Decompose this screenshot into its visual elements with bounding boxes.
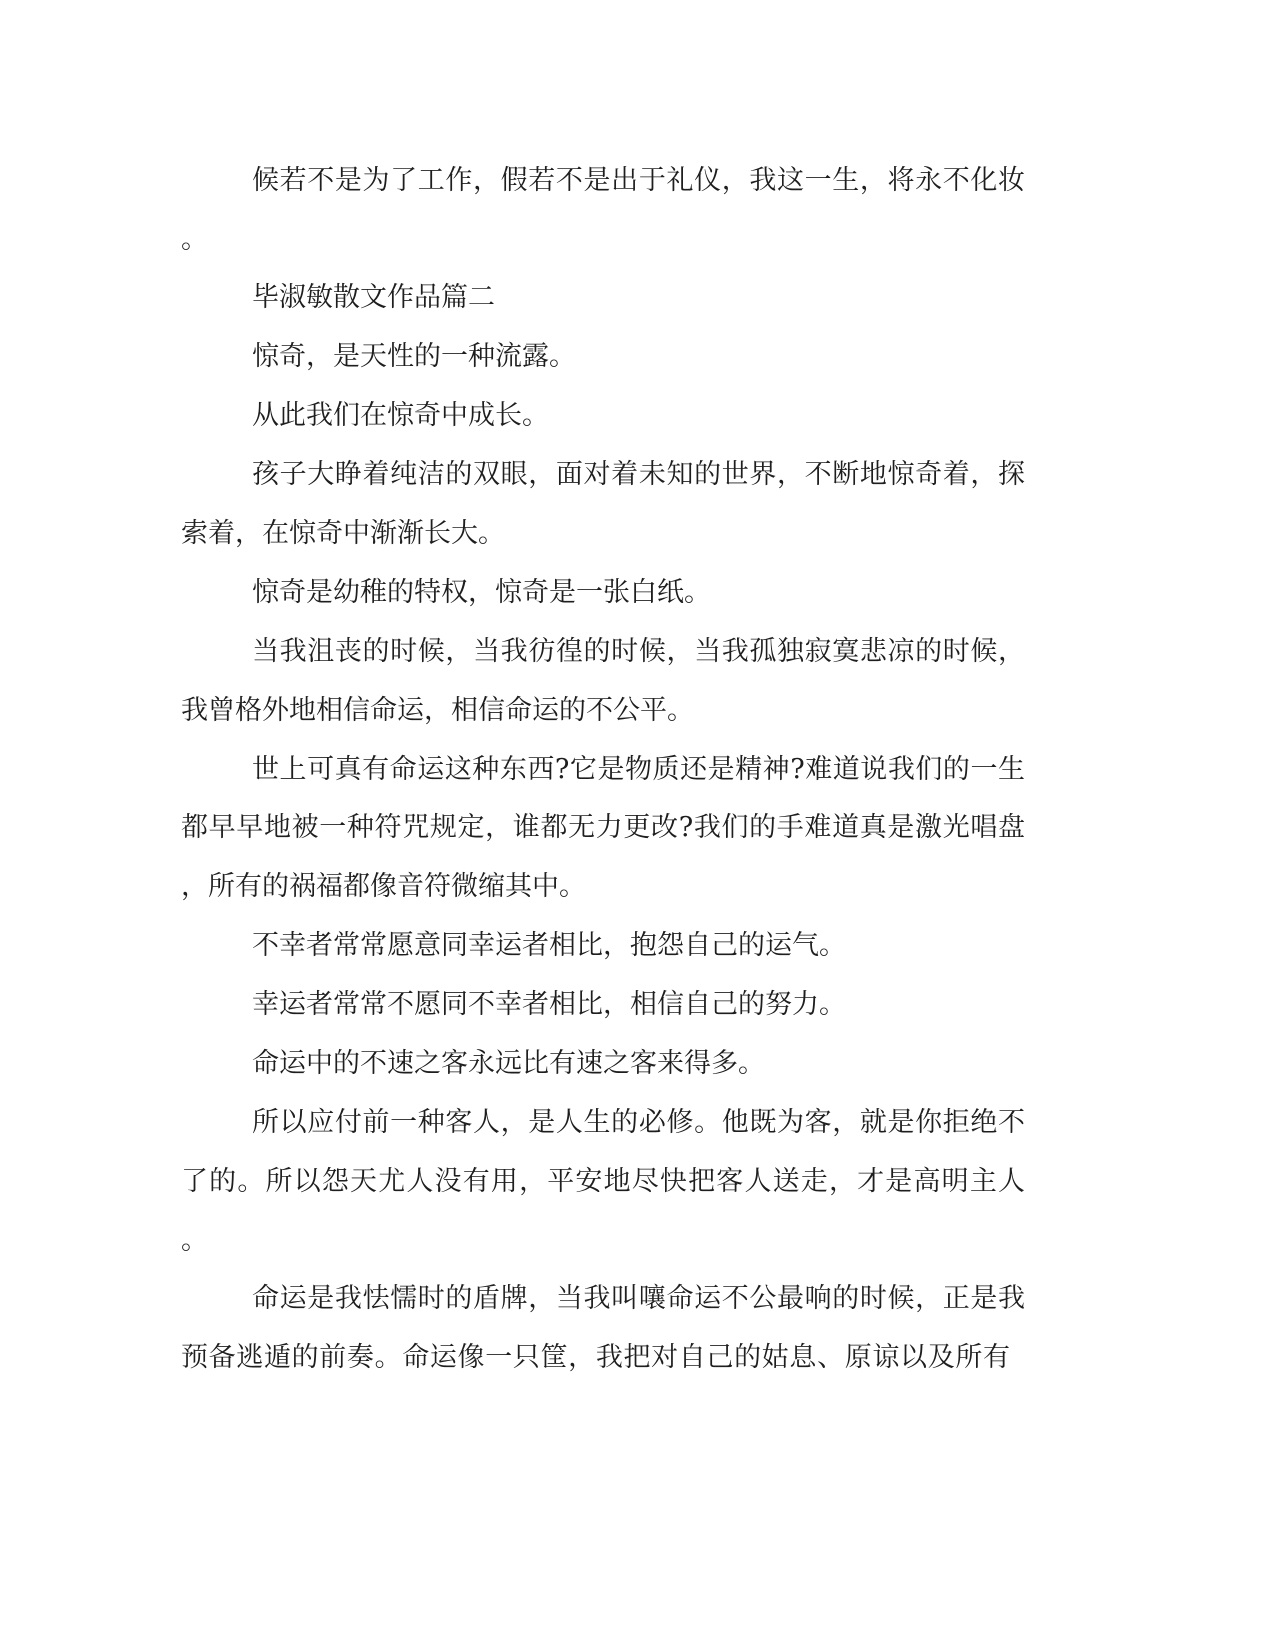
text-line: 幸运者常常不愿同不幸者相比，相信自己的努力。 bbox=[252, 989, 846, 1020]
text-line: 惊奇是幼稚的特权，惊奇是一张白纸。 bbox=[252, 577, 711, 608]
text-line: 世上可真有命运这种东西?它是物质还是精神?难道说我们的一生 bbox=[252, 754, 1025, 785]
text-line: ，所有的祸福都像音符微缩其中。 bbox=[181, 871, 586, 902]
text-line: 从此我们在惊奇中成长。 bbox=[252, 400, 549, 431]
text-line: 候若不是为了工作，假若不是出于礼仪，我这一生，将永不化妆 bbox=[252, 165, 1025, 196]
text-line: 孩子大睁着纯洁的双眼，面对着未知的世界，不断地惊奇着，探 bbox=[252, 459, 1025, 490]
text-line: 不幸者常常愿意同幸运者相比，抱怨自己的运气。 bbox=[252, 930, 846, 961]
text-line: 预备逃遁的前奏。命运像一只筐，我把对自己的姑息、原谅以及所有 bbox=[181, 1342, 1010, 1373]
text-line: 。 bbox=[181, 224, 208, 255]
text-line: 命运是我怯懦时的盾牌，当我叫嚷命运不公最响的时候，正是我 bbox=[252, 1283, 1025, 1314]
text-line: 。 bbox=[181, 1225, 208, 1256]
text-line: 命运中的不速之客永远比有速之客来得多。 bbox=[252, 1048, 765, 1079]
text-line: 都早早地被一种符咒规定，谁都无力更改?我们的手难道真是激光唱盘 bbox=[181, 812, 1025, 843]
text-line: 了的。所以怨天尤人没有用，平安地尽快把客人送走，才是高明主人 bbox=[181, 1166, 1025, 1197]
text-line: 惊奇，是天性的一种流露。 bbox=[252, 341, 576, 372]
text-line: 当我沮丧的时候，当我彷徨的时候，当我孤独寂寞悲凉的时候， bbox=[252, 636, 1025, 667]
section-heading: 毕淑敏散文作品篇二 bbox=[252, 282, 495, 313]
text-line: 所以应付前一种客人，是人生的必修。他既为客，就是你拒绝不 bbox=[252, 1107, 1025, 1138]
text-line: 我曾格外地相信命运，相信命运的不公平。 bbox=[181, 695, 694, 726]
text-line: 索着，在惊奇中渐渐长大。 bbox=[181, 518, 505, 549]
